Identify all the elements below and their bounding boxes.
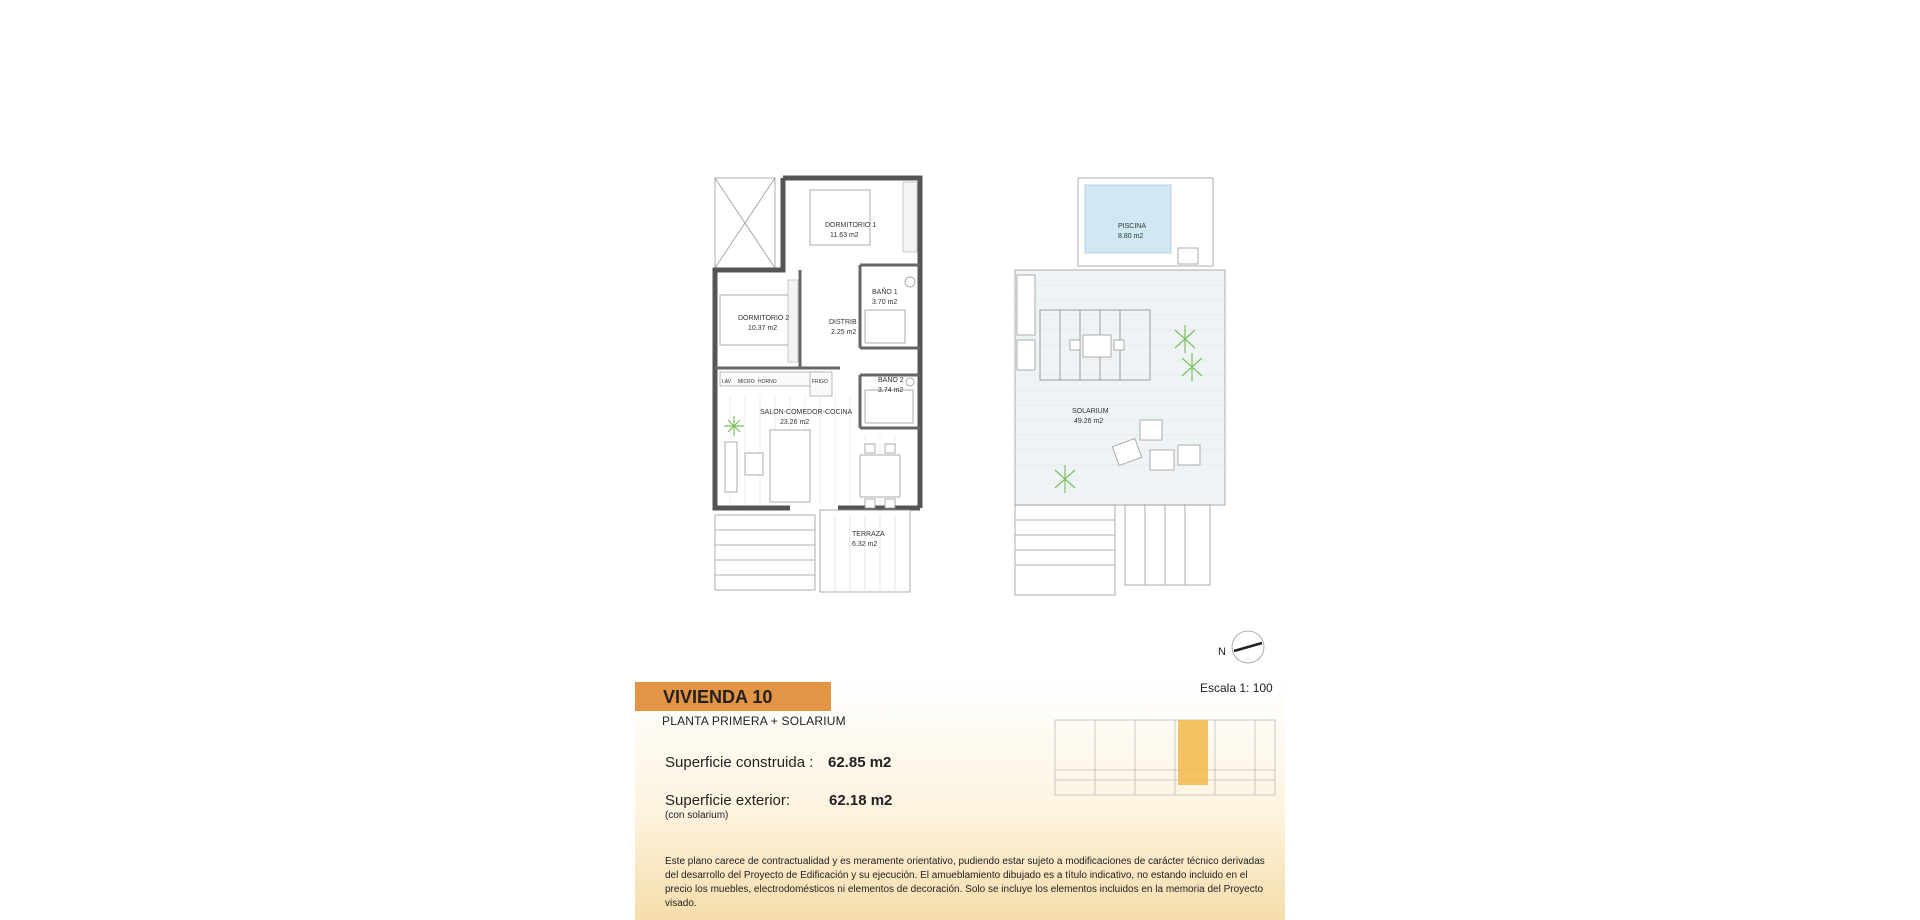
room-name: DORMITORIO 2 (738, 315, 790, 322)
exterior-area-note: (con solarium) (665, 810, 729, 821)
plan-subtitle: PLANTA PRIMERA + SOLARIUM (662, 714, 846, 728)
room-area: 3.70 m2 (872, 299, 898, 306)
plant-icon (724, 416, 744, 436)
room-name: BAÑO 1 (872, 289, 898, 296)
room-area: 10.37 m2 (748, 325, 778, 332)
built-area-value: 62.85 m2 (828, 754, 892, 771)
room-area: 11.63 m2 (830, 232, 859, 239)
exterior-area-label: Superficie exterior: (665, 792, 791, 809)
room-area: 2.25 m2 (831, 329, 857, 336)
first-floor-plan (700, 170, 940, 600)
room-area: 23.26 m2 (780, 419, 810, 426)
stairwell-top (715, 178, 775, 268)
highlighted-unit (1178, 720, 1208, 785)
kitchen-label: MICRO (738, 379, 755, 385)
key-plan (1050, 715, 1280, 820)
room-name: BAÑO 2 (878, 377, 904, 384)
living-furniture (725, 430, 810, 502)
room-name: DISTRIB (829, 319, 857, 326)
terrace (820, 510, 910, 592)
pool (1078, 178, 1213, 266)
room-name: SOLARIUM (1072, 408, 1109, 415)
north-arrow-icon (1218, 625, 1268, 680)
room-area: 8.80 m2 (1118, 233, 1144, 240)
room-area: 49.26 m2 (1074, 418, 1104, 425)
built-area-label: Superficie construida : (665, 754, 814, 771)
solarium-deck (1015, 270, 1225, 505)
north-label: N (1218, 646, 1226, 658)
outdoor-kitchen (1017, 275, 1035, 370)
room-name: DORMITORIO 1 (825, 222, 877, 229)
room-name: SALON-COMEDOR-COCINA (760, 409, 853, 416)
disclaimer-text: Este plano carece de contractualidad y es meramente orientativo, pudiendo estar sujeto a modificaciones de carácter técnico derivadas del desarrollo del Proyecto de Edificación y su ejecución. El amueblamiento dibujado es a título indicativo, no estando incluido en el precio los muebles, electrodomésticos ni elementos de decoración. Solo se incluye los elementos incluidos en la memoria del Proyecto visado. (665, 856, 1265, 909)
scale-label: Escala 1: 100 (1200, 681, 1273, 695)
exterior-area-value: 62.18 m2 (829, 792, 893, 809)
room-area: 6.32 m2 (852, 541, 878, 548)
kitchen-label: FRIGO (812, 379, 828, 385)
stair-lower (1015, 505, 1210, 595)
room-name: PISCINA (1118, 223, 1147, 230)
solarium-plan (1000, 170, 1260, 600)
title-bar (635, 682, 831, 711)
stair-lower (715, 515, 815, 590)
kitchen-label: HORNO (758, 379, 777, 385)
room-name: TERRAZA (852, 531, 885, 538)
kitchen-label: LAV (722, 379, 732, 385)
page-title: VIVIENDA 10 (663, 687, 773, 707)
room-area: 3.74 m2 (878, 387, 904, 394)
